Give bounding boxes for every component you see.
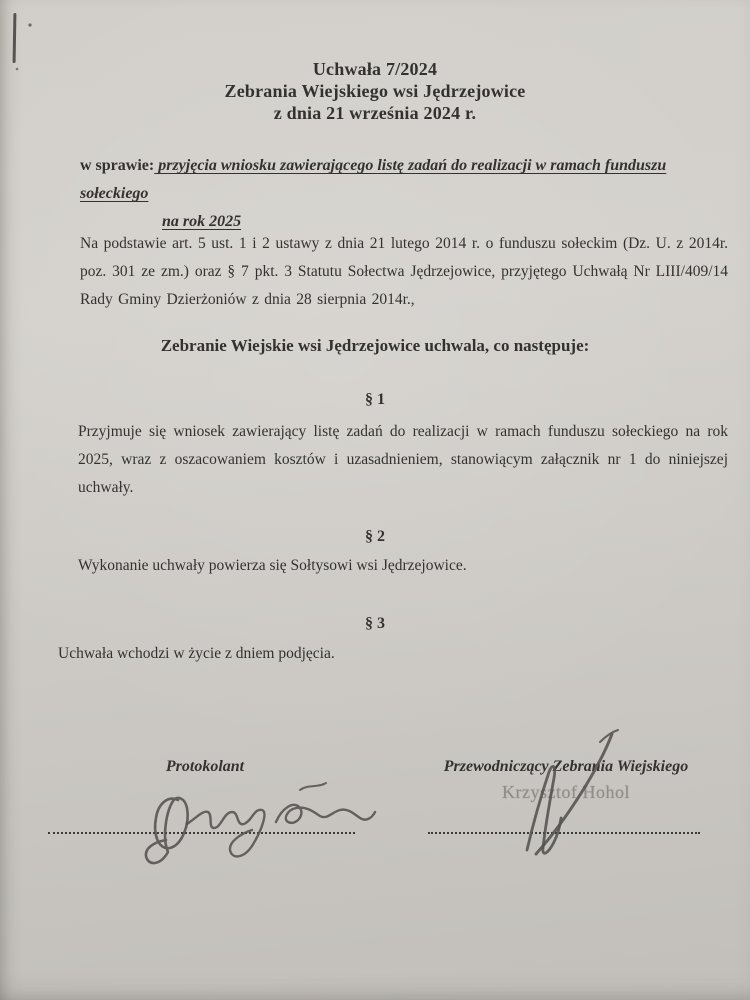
subject-text-line2: na rok 2025 — [162, 213, 242, 230]
handwritten-signature-left — [146, 783, 375, 863]
subject-label: w sprawie: — [80, 157, 155, 174]
section-2-mark: § 2 — [365, 528, 385, 545]
subject-clause — [80, 152, 728, 236]
signature-label-chairman: Przewodniczący Zebrania Wiejskiego — [443, 758, 689, 775]
title-line-2: Zebrania Wiejskiego wsi Jędrzejowice — [224, 81, 526, 101]
signature-dotted-line-left — [48, 832, 355, 834]
staple-mark — [13, 13, 32, 70]
section-1-mark: § 1 — [365, 391, 385, 408]
document-title — [30, 58, 720, 124]
signature-dotted-line-right — [428, 832, 700, 834]
section-3-mark: § 3 — [365, 615, 385, 632]
section-3-text: Uchwała wchodzi w życie z dniem podjęcia. — [58, 645, 335, 662]
section-2-text: Wykonanie uchwały powierza się Sołtysowi wsi Jędrzejowice. — [78, 557, 467, 574]
title-line-1: Uchwała 7/2024 — [312, 59, 438, 79]
chairman-stamped-name: Krzysztof Hohol — [502, 782, 630, 802]
section-1-text: Przyjmuje się wniosek zawierający listę zadań do realizacji w ramach funduszu sołeckiego na rok 2025, wraz z oszacowaniem kosztów i uzasadnieniem, stanowiącym załącznik nr 1 do niniejszej uchwały. — [78, 423, 728, 496]
enacting-heading: Zebranie Wiejskie wsi Jędrzejowice uchwala, co następuje: — [160, 336, 590, 355]
subject-text-line1: przyjęcia wniosku zawierającego listę zadań do realizacji w ramach funduszu sołeckiego — [80, 157, 667, 202]
signature-label-protokolant: Protokolant — [165, 758, 245, 775]
legal-basis-paragraph: Na podstawie art. 5 ust. 1 i 2 ustawy z dnia 21 lutego 2014 r. o funduszu sołeckim (Dz. U. z 2014r. poz. 301 ze zm.) oraz § 7 pkt. 3 Statutu Sołectwa Jędrzejowice, przyjętego Uchwałą Nr LIII/409/14 Rady Gminy Dzierżoniów z dnia 28 sierpnia 2014r., — [80, 235, 728, 308]
title-line-3: z dnia 21 września 2024 r. — [273, 103, 477, 123]
